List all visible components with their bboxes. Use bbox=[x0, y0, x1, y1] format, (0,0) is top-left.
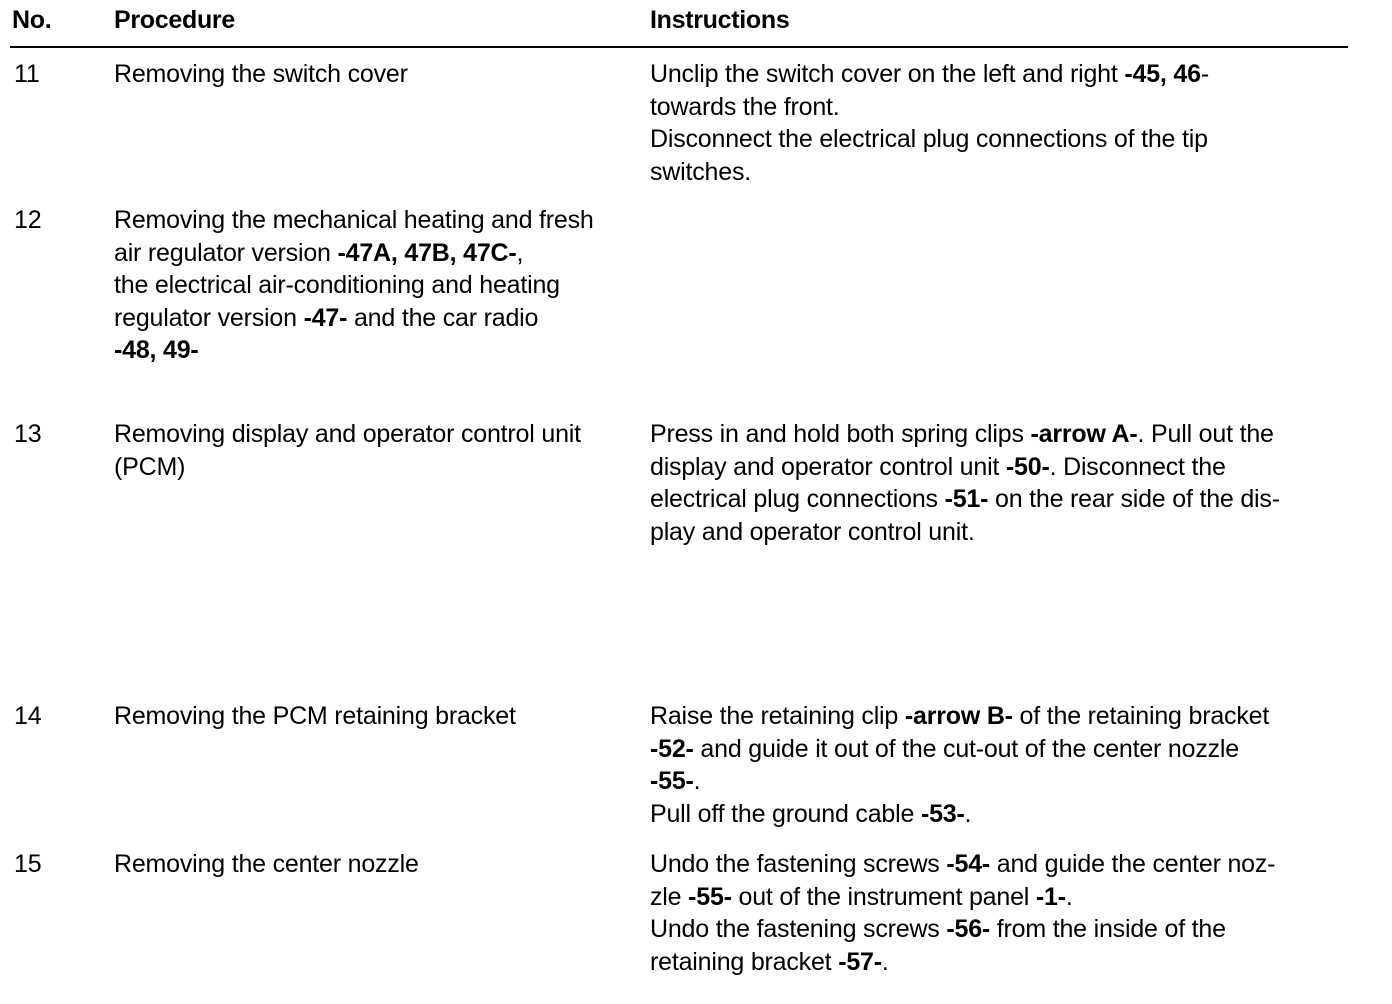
procedure-line bbox=[114, 237, 634, 270]
procedure-line bbox=[114, 334, 634, 367]
procedure-cell bbox=[114, 58, 634, 91]
step-number: 11 bbox=[14, 60, 40, 88]
instructions-line bbox=[650, 58, 1350, 91]
text-segment: Unclip the switch cover on the left and right bbox=[650, 60, 1125, 88]
instructions-line bbox=[650, 881, 1350, 914]
step-number: 15 bbox=[14, 850, 42, 878]
text-segment: the electrical air-conditioning and heating bbox=[114, 271, 560, 299]
text-segment: . Disconnect the bbox=[1049, 452, 1226, 481]
text-segment: . bbox=[693, 767, 701, 795]
text-segment: (PCM) bbox=[114, 452, 186, 481]
text-segment: of the retaining bracket bbox=[1012, 702, 1270, 730]
text-segment: Removing the center nozzle bbox=[114, 850, 419, 878]
procedure-line bbox=[114, 418, 634, 451]
text-segment: , bbox=[516, 238, 524, 267]
reference-number: -51- bbox=[944, 485, 989, 513]
instructions-line bbox=[650, 516, 1350, 549]
text-segment: switches. bbox=[650, 157, 752, 186]
header-rule bbox=[10, 46, 1348, 48]
reference-number: -48, 49- bbox=[114, 336, 199, 364]
procedure-line bbox=[114, 848, 634, 881]
procedure-line bbox=[114, 302, 634, 335]
instructions-line bbox=[650, 700, 1350, 733]
procedure-line bbox=[114, 204, 634, 237]
text-segment: play and operator control unit. bbox=[650, 517, 975, 546]
text-segment: Disconnect the electrical plug connections of the tip bbox=[650, 125, 1208, 153]
procedure-cell bbox=[114, 204, 634, 367]
reference-number: -52- bbox=[650, 734, 694, 763]
text-segment: and guide it out of the cut-out of the center nozzle bbox=[693, 734, 1239, 763]
instructions-cell bbox=[650, 58, 1350, 188]
text-segment: towards the front. bbox=[650, 92, 840, 121]
reference-number: -53- bbox=[920, 799, 965, 828]
text-segment: and guide the center noz- bbox=[990, 850, 1276, 878]
text-segment: . Pull out the bbox=[1137, 420, 1274, 448]
instructions-line bbox=[650, 418, 1350, 451]
text-segment: zle bbox=[650, 882, 689, 911]
reference-number: -1- bbox=[1035, 882, 1066, 911]
text-segment: . bbox=[1065, 882, 1073, 911]
procedure-cell bbox=[114, 418, 634, 483]
text-segment: - bbox=[1200, 60, 1209, 88]
text-segment: Removing display and operator control unit bbox=[114, 420, 581, 448]
text-segment: . bbox=[881, 947, 889, 976]
instructions-line bbox=[650, 91, 1350, 124]
instructions-line bbox=[650, 483, 1350, 516]
text-segment: regulator version bbox=[114, 303, 304, 332]
text-segment: and the car radio bbox=[347, 303, 539, 332]
procedure-line bbox=[114, 58, 634, 91]
reference-number: -arrow A- bbox=[1030, 420, 1138, 448]
column-header-procedure: Procedure bbox=[114, 6, 235, 34]
reference-number: -56- bbox=[946, 915, 991, 943]
instructions-line bbox=[650, 848, 1350, 881]
text-segment: on the rear side of the dis- bbox=[988, 485, 1280, 513]
text-segment: electrical plug connections bbox=[650, 485, 945, 513]
instructions-line bbox=[650, 765, 1350, 798]
reference-number: -54- bbox=[946, 850, 991, 878]
text-segment: Pull off the ground cable bbox=[650, 799, 921, 828]
text-segment: out of the instrument panel bbox=[731, 882, 1036, 911]
reference-number: -47A, 47B, 47C- bbox=[337, 238, 517, 267]
text-segment: Press in and hold both spring clips bbox=[650, 420, 1031, 448]
step-number: 13 bbox=[14, 420, 42, 448]
column-header-instructions: Instructions bbox=[650, 6, 790, 34]
procedure-line bbox=[114, 269, 634, 302]
reference-number: -45, 46 bbox=[1124, 60, 1201, 88]
reference-number: -55- bbox=[650, 767, 694, 795]
instructions-cell bbox=[650, 848, 1350, 978]
reference-number: -50- bbox=[1005, 452, 1050, 481]
reference-number: -47- bbox=[303, 303, 348, 332]
procedure-line bbox=[114, 700, 634, 733]
instructions-line bbox=[650, 946, 1350, 979]
text-segment: retaining bracket bbox=[650, 947, 839, 976]
instructions-line bbox=[650, 913, 1350, 946]
text-segment: Undo the fastening screws bbox=[650, 915, 947, 943]
procedure-cell bbox=[114, 700, 634, 733]
instructions-cell bbox=[650, 418, 1350, 548]
text-segment: display and operator control unit bbox=[650, 452, 1006, 481]
text-segment: . bbox=[964, 799, 972, 828]
text-segment: Removing the switch cover bbox=[114, 60, 408, 88]
instructions-line bbox=[650, 451, 1350, 484]
procedure-line bbox=[114, 451, 634, 484]
step-number: 12 bbox=[14, 206, 42, 234]
text-segment: Removing the PCM retaining bracket bbox=[114, 702, 516, 730]
reference-number: -arrow B- bbox=[904, 702, 1013, 730]
instructions-line bbox=[650, 733, 1350, 766]
text-segment: Removing the mechanical heating and fresh bbox=[114, 206, 594, 234]
instructions-line bbox=[650, 798, 1350, 831]
text-segment: Undo the fastening screws bbox=[650, 850, 947, 878]
text-segment: air regulator version bbox=[114, 238, 338, 267]
instructions-cell bbox=[650, 700, 1350, 830]
text-segment: from the inside of the bbox=[990, 915, 1226, 943]
reference-number: -55- bbox=[688, 882, 732, 911]
reference-number: -57- bbox=[838, 947, 882, 976]
instructions-line bbox=[650, 156, 1350, 189]
step-number: 14 bbox=[14, 702, 42, 730]
procedure-cell bbox=[114, 848, 634, 881]
text-segment: Raise the retaining clip bbox=[650, 702, 905, 730]
column-header-no: No. bbox=[12, 6, 52, 34]
instructions-line bbox=[650, 123, 1350, 156]
